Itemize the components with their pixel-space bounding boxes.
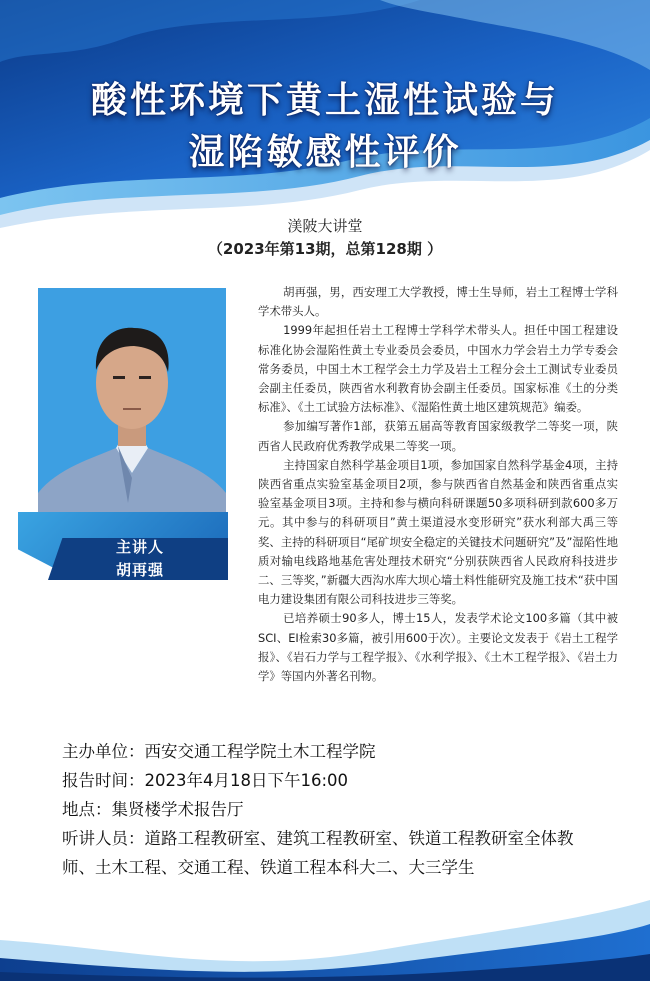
event-info <box>62 737 602 882</box>
speaker-name: 胡再强 <box>115 561 164 579</box>
speaker-biography <box>258 283 618 686</box>
event-audience: 听讲人员：道路工程教研室、建筑工程教研室、铁道工程教研室全体教师、土木工程、交通工程、铁道工程本科大二、大三学生 <box>62 829 574 877</box>
bio-paragraph: 已培养硕士90多人，博士15人，发表学术论文100多篇（其中被SCI、EI检索30多篇，被引用600于次）。主要论文发表于《岩土工程学报》、《岩石力学与工程学报》、《水利学报》、《土木工程学报》、《岩土力学》等国内外著名刊物。 <box>258 611 618 684</box>
speaker-role-label: 主讲人 <box>115 538 164 556</box>
lecture-series-name: 渼陂大讲堂 <box>287 217 363 235</box>
event-place: 地点：集贤楼学术报告厅 <box>62 800 244 819</box>
bio-paragraph: 主持国家自然科学基金项目1项，参加国家自然科学基金4项，主持陕西省重点实验室基金项目2项，参与陕西省自然基金和陕西省重点实验室基金项目3项。主持和参与横向科研课题50多项科研到款600多万元。其中参与的科研项目”黄土渠道浸水变形研究”获水利部大禹三等奖、主持的科研项目“尾矿坝安全稳定的关键技术问题研究”及”湿陷性地质对输电线路地基危害处理技术研究“分别获陕西省人民政府科技进步二、三等奖，”新疆大西沟水库大坝心墙土料性能研究及施工技术“获中国电力建设集团有限公司科技进步三等奖。 <box>258 457 618 607</box>
footer-wave <box>0 880 650 981</box>
organizer: 主办单位：西安交通工程学院土木工程学院 <box>62 742 376 761</box>
speaker-photo <box>38 288 226 550</box>
bio-paragraph: 1999年起担任岩土工程博士学科学术带头人。担任中国工程建设标准化协会湿陷性黄土专业委员会委员，中国水力学会岩土力学专委会常务委员，中国土木工程学会土力学及岩土工程分会土工测试专业委员会副主任委员，陕西省水利教育协会副主任委员。国家标准《土的分类标准》、《土工试验方法标准》、《湿陷性黄土地区建筑规范》编委。 <box>258 323 618 415</box>
lecture-issue-number: （2023年第13期，总第128期 ） <box>207 240 443 258</box>
bio-paragraph: 参加编写著作1部，获第五届高等教育国家级教学二等奖一项，陕西省人民政府优秀教学成果二等奖一项。 <box>258 419 618 453</box>
speaker-portrait-icon <box>38 288 226 550</box>
title-line-1: 酸性环境下黄土湿性试验与 <box>90 80 559 121</box>
bio-paragraph: 胡再强，男，西安理工大学教授，博士生导师，岩土工程博士学科学术带头人。 <box>258 285 618 319</box>
event-time: 报告时间：2023年4月18日下午16:00 <box>62 771 349 790</box>
title-line-2: 湿陷敏感性评价 <box>188 132 462 173</box>
